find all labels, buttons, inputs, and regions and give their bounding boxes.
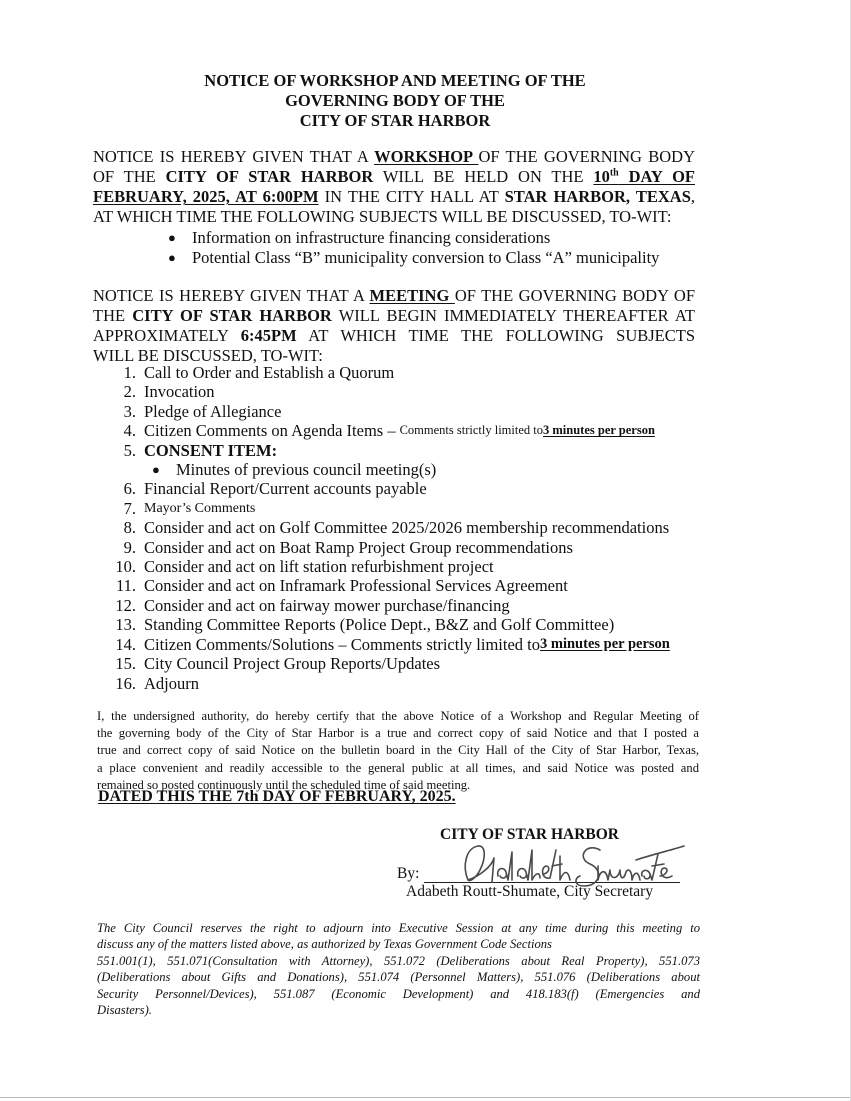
text-run: THE [93, 306, 133, 325]
text-run: OF THE GOVERNING BODY OF [454, 286, 695, 305]
meeting-line-4: WILL BE DISCUSSED, TO-WIT: [93, 346, 323, 365]
exec-line: 551.001(1), 551.071(Consultation with Attorney), 551.072 (Deliberations about Real Property), 551.073 [97, 953, 700, 968]
item-number: 4. [123, 421, 136, 441]
item-text: Call to Order and Establish a Quorum [144, 363, 395, 382]
agenda-item [108, 635, 670, 654]
item-text: Standing Committee Reports (Police Dept., B&Z and Golf Committee) [144, 615, 615, 635]
agenda-item [108, 382, 670, 401]
item-number: 7. [123, 498, 136, 518]
exec-line: Disasters). [97, 1003, 152, 1018]
workshop-line-2 [93, 167, 695, 187]
title-line-2: GOVERNING BODY OF THE [285, 91, 505, 110]
item-number: 1. [123, 363, 136, 382]
bullet-icon: ● [168, 230, 176, 245]
item-number: 3. [123, 401, 136, 421]
agenda-item [108, 576, 670, 595]
item-text: Consider and act on Boat Ramp Project Group recommendations [144, 537, 573, 557]
text-run: WILL BE HELD ON THE [373, 167, 594, 186]
cert-line: a place convenient and readily accessible to the general public at all times, and said Notice was posted and [97, 760, 699, 775]
item-text: Consider and act on Golf Committee 2025/2026 membership recommendations [144, 518, 670, 538]
signatory-name: Adabeth Routt-Shumate, City Secretary [406, 883, 654, 900]
consent-sub-item [108, 460, 670, 479]
notice-title [150, 71, 640, 131]
agenda-item [108, 674, 670, 693]
cert-line: I, the undersigned authority, do hereby certify that the above Notice of a Workshop and Regular Meeting of [97, 709, 699, 723]
text-run: , [690, 187, 696, 206]
agenda-item [108, 538, 670, 557]
city-name: CITY OF STAR HARBOR [165, 167, 374, 186]
executive-session-notice [97, 920, 700, 1018]
text-run: WILL BEGIN IMMEDIATELY THEREAFTER AT [331, 306, 695, 325]
agenda-item [108, 654, 670, 673]
cert-line: true and correct copy of said Notice on the bulletin board in the City Hall of the City of Star Harbor, Texas, [97, 743, 699, 758]
workshop-keyword: WORKSHOP [374, 147, 479, 166]
item-text: Consider and act on lift station refurbishment project [144, 557, 494, 577]
agenda-item [108, 557, 670, 576]
time-limit: 3 minutes per person [543, 423, 655, 438]
agenda-item [108, 421, 670, 440]
item-number: 15. [115, 654, 136, 674]
by-label: By: [397, 865, 420, 882]
title-line-3: CITY OF STAR HARBOR [299, 111, 491, 130]
meeting-line-3 [93, 326, 695, 346]
workshop-date-time: FEBRUARY, 2025, AT 6:00PM [93, 187, 319, 206]
text-run: DAY OF [618, 167, 695, 186]
location: STAR HARBOR, TEXAS [504, 187, 691, 206]
item-text: Consider and act on Inframark Professional Services Agreement [144, 576, 568, 596]
subject-text: Potential Class “B” municipality conversion to Class “A” municipality [192, 248, 660, 267]
agenda-item [108, 596, 670, 615]
meeting-time: 6:45PM [240, 326, 297, 345]
exec-line: Security Personnel/Devices), 551.087 (Economic Development) and 418.183(f) (Emergencies and [97, 986, 700, 1001]
item-text: Adjourn [144, 673, 199, 693]
agenda-list [108, 363, 670, 693]
meeting-keyword: MEETING [369, 286, 455, 305]
item-text: Minutes of previous council meeting(s) [176, 460, 437, 480]
item-number: 9. [123, 537, 136, 557]
workshop-subjects [168, 228, 659, 268]
signature-city: CITY OF STAR HARBOR [440, 826, 619, 843]
agenda-item [108, 363, 670, 382]
agenda-item [108, 402, 670, 421]
page-bottom-edge [0, 1097, 851, 1098]
agenda-item [108, 441, 670, 460]
workshop-notice [93, 147, 695, 227]
item-number: 2. [123, 382, 136, 402]
meeting-line-2 [93, 306, 695, 326]
agenda-item [108, 518, 670, 537]
certification-paragraph [97, 708, 699, 794]
item-number: 14. [115, 634, 136, 654]
item-number: 10. [115, 557, 136, 577]
exec-line: (Deliberations about Gifts and Donations), 551.074 (Personnel Matters), 551.076 (Deliberations about [97, 970, 700, 985]
text-run: NOTICE IS HEREBY GIVEN THAT A [93, 286, 370, 305]
item-number: 12. [115, 595, 136, 615]
item-text: CONSENT ITEM: [144, 440, 278, 460]
day-number: 10 [593, 167, 610, 186]
text-run: NOTICE IS HEREBY GIVEN THAT A [93, 147, 375, 166]
dated-line: DATED THIS THE 7th DAY OF FEBRUARY, 2025. [98, 788, 456, 805]
title-line-1: NOTICE OF WORKSHOP AND MEETING OF THE [204, 71, 586, 90]
subject-text: Information on infrastructure financing considerations [192, 228, 551, 247]
agenda-item [108, 615, 670, 634]
city-name: CITY OF STAR HARBOR [132, 306, 332, 325]
workshop-date-start [593, 167, 695, 186]
text-run: OF THE GOVERNING BODY [478, 147, 695, 166]
item-text: Financial Report/Current accounts payable [144, 479, 427, 499]
item-text: City Council Project Group Reports/Updates [144, 654, 441, 674]
text-run: AT WHICH TIME THE FOLLOWING SUBJECTS [296, 326, 696, 345]
meeting-line-1 [93, 286, 695, 306]
item-text: Consider and act on fairway mower purchase/financing [144, 595, 510, 615]
item-number: 13. [115, 615, 136, 635]
item-number: 6. [123, 479, 136, 499]
text-run: OF THE [93, 167, 166, 186]
list-item [168, 228, 659, 248]
agenda-item [108, 479, 670, 498]
text-run: IN THE CITY HALL AT [318, 187, 505, 206]
agenda-item [108, 499, 670, 518]
cert-line: remained so posted continuously until the scheduled time of said meeting. [97, 777, 471, 792]
item-text: Invocation [144, 382, 215, 402]
item-text: Citizen Comments/Solutions – Comments strictly limited to [144, 634, 540, 654]
cert-line: the governing body of the City of Star Harbor is a true and correct copy of said Notice and that I posted a [97, 726, 699, 741]
item-text: Citizen Comments on Agenda Items – [144, 421, 396, 441]
time-limit: 3 minutes per person [540, 635, 670, 652]
meeting-notice [93, 286, 695, 366]
item-note: Comments strictly limited to [399, 423, 543, 438]
day-suffix: th [609, 167, 619, 179]
item-number: 5. [123, 440, 136, 460]
item-text: Mayor’s Comments [144, 500, 256, 516]
item-number: 11. [115, 576, 136, 596]
bullet-icon: ● [168, 250, 176, 265]
exec-line: discuss any of the matters listed above, as authorized by Texas Government Code Sections [97, 937, 552, 952]
workshop-line-3 [93, 187, 695, 207]
list-item [168, 248, 659, 268]
bullet-icon: ● [152, 462, 160, 478]
text-run: APPROXIMATELY [93, 326, 241, 345]
workshop-line-4: AT WHICH TIME THE FOLLOWING SUBJECTS WILL BE DISCUSSED, TO-WIT: [93, 207, 672, 226]
workshop-line-1 [93, 147, 695, 167]
item-number: 8. [123, 518, 136, 538]
item-number: 16. [115, 673, 136, 693]
exec-line: The City Council reserves the right to adjourn into Executive Session at any time during this meeting to [97, 921, 700, 935]
item-text: Pledge of Allegiance [144, 401, 282, 421]
